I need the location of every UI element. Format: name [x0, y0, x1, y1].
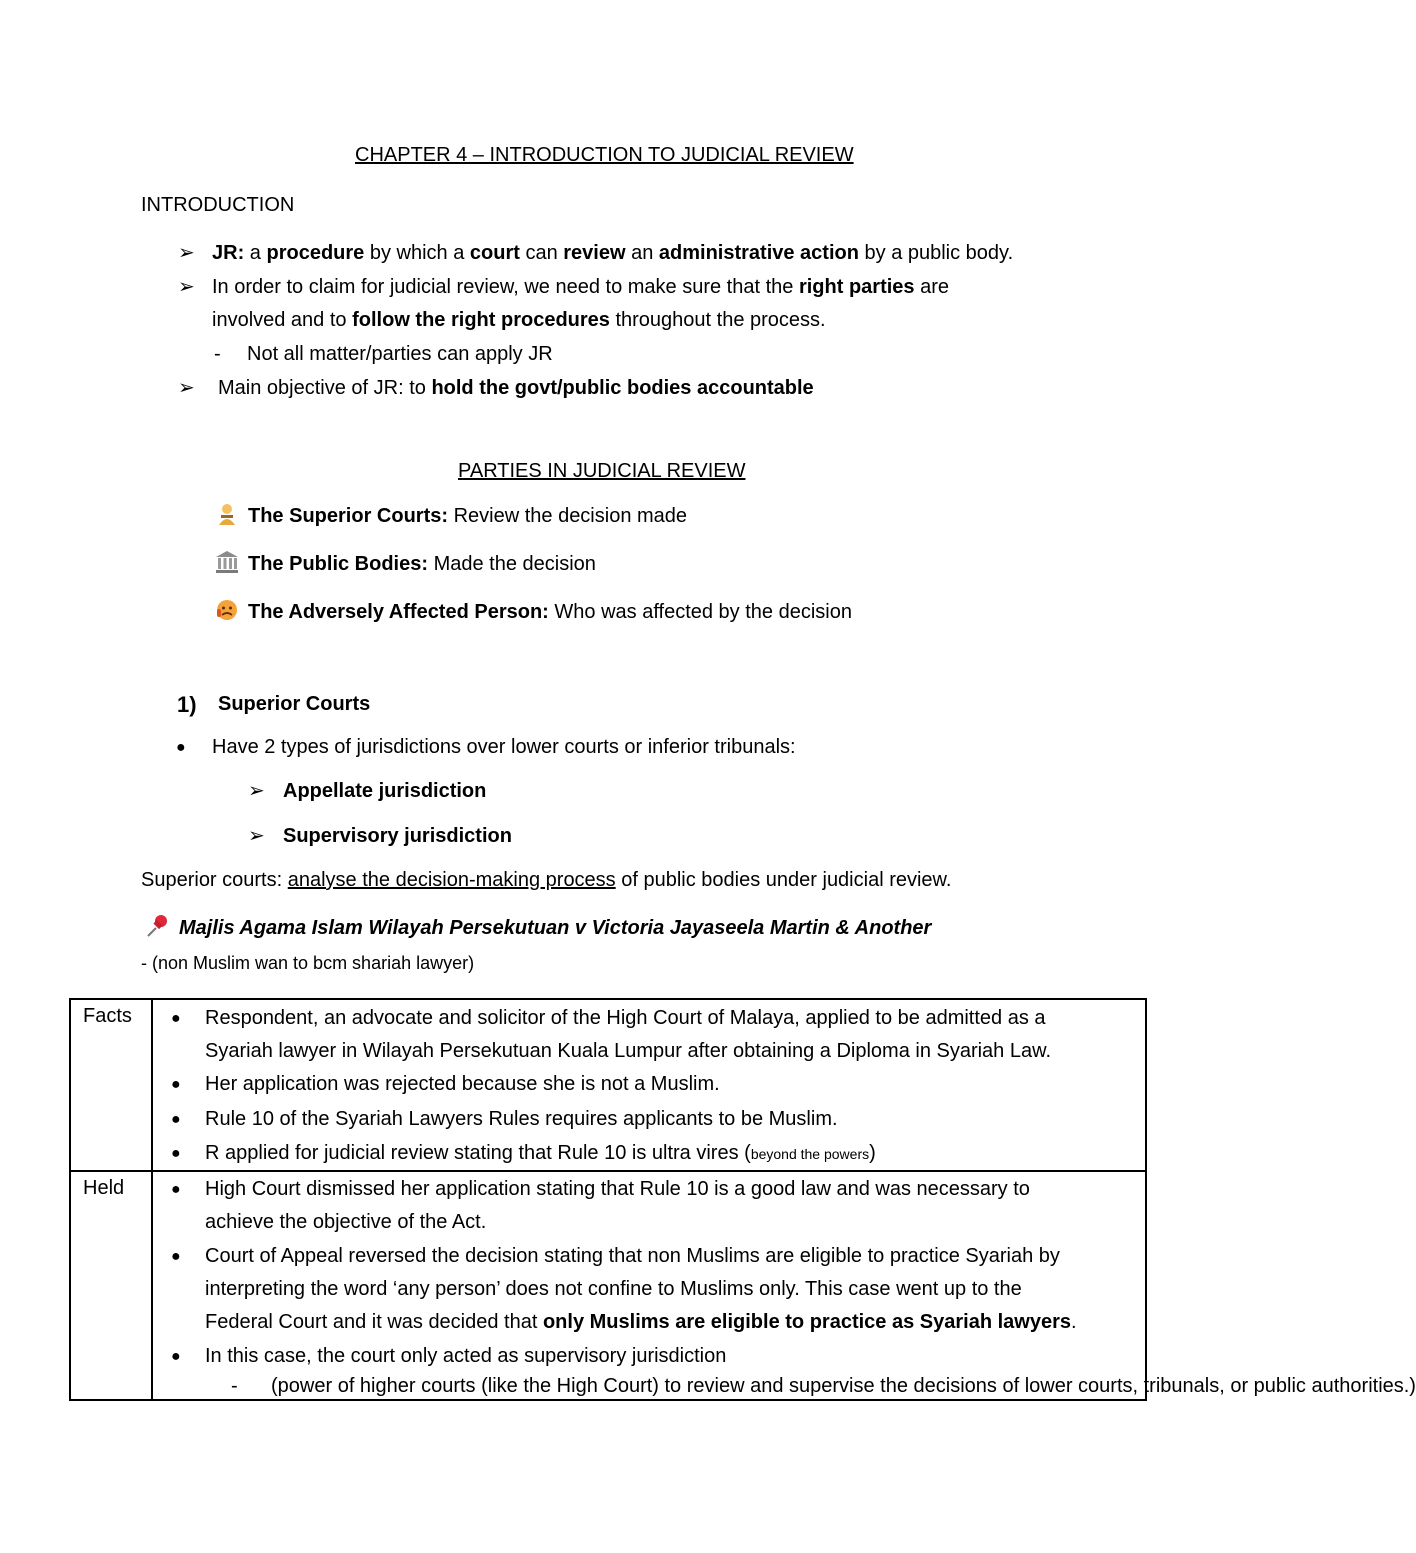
held-label: Held [83, 1177, 125, 1199]
government-building-icon [214, 549, 240, 575]
fact-2: Her application was rejected because she is not a Muslim. [205, 1073, 720, 1095]
case-note: - (non Muslim wan to bcm shariah lawyer) [141, 953, 475, 973]
held-2-line-1: Court of Appeal reversed the decision stating that non Muslims are eligible to practice Syariah by [205, 1245, 1060, 1267]
party-affected-person: The Adversely Affected Person: Who was affected by the decision [214, 596, 852, 629]
fact-1-line-1: Respondent, an advocate and solicitor of the High Court of Malaya, applied to be admitted as a [205, 1007, 1046, 1029]
party-public-bodies: The Public Bodies: Made the decision [214, 548, 596, 581]
judge-icon [214, 501, 240, 527]
intro-bullet-3: Main objective of JR: to hold the govt/public bodies accountable [218, 377, 814, 399]
pushpin-icon [145, 913, 171, 939]
arrow-bullet-icon: ➢ [178, 242, 195, 264]
intro-bullet-2: In order to claim for judicial review, we need to make sure that the right parties are [212, 276, 949, 298]
held-2-line-2: interpreting the word ‘any person’ does not confine to Muslims only. This case went up to the [205, 1278, 1022, 1300]
fact-3: Rule 10 of the Syariah Lawyers Rules requires applicants to be Muslim. [205, 1108, 838, 1130]
arrow-bullet-icon: ➢ [178, 276, 195, 298]
fact-1-line-2: Syariah lawyer in Wilayah Persekutuan Kuala Lumpur after obtaining a Diploma in Syariah Law. [205, 1040, 1052, 1062]
fact-4: R applied for judicial review stating that Rule 10 is ultra vires (beyond the powers) [205, 1142, 876, 1164]
held-1-line-1: High Court dismissed her application stating that Rule 10 is a good law and was necessary to [205, 1178, 1030, 1200]
held-2-line-3: Federal Court and it was decided that only Muslims are eligible to practice as Syariah lawyers. [205, 1311, 1077, 1333]
dot-bullet-icon: ● [171, 1145, 181, 1162]
page-title: CHAPTER 4 – INTRODUCTION TO JUDICIAL REVIEW [355, 144, 854, 166]
arrow-bullet-icon: ➢ [178, 377, 195, 399]
superior-courts-statement: Superior courts: analyse the decision-making process of public bodies under judicial review. [141, 869, 952, 891]
dot-bullet-icon: ● [176, 739, 186, 756]
facts-label: Facts [83, 1005, 132, 1027]
held-1-line-2: achieve the objective of the Act. [205, 1211, 487, 1233]
jurisdiction-bullet: Have 2 types of jurisdictions over lower courts or inferior tribunals: [212, 736, 796, 758]
arrow-bullet-icon: ➢ [248, 780, 265, 802]
arrow-bullet-icon: ➢ [248, 825, 265, 847]
intro-heading: INTRODUCTION [141, 194, 295, 216]
distressed-person-icon [214, 597, 240, 623]
dot-bullet-icon: ● [171, 1010, 181, 1027]
section-number: 1) [177, 692, 197, 717]
intro-bullet-1: JR: a procedure by which a court can review an administrative action by a public body. [212, 242, 1014, 264]
held-3-dash: - [231, 1375, 238, 1397]
party-superior-courts: The Superior Courts: Review the decision made [214, 500, 687, 533]
appellate-jurisdiction: Appellate jurisdiction [283, 780, 487, 802]
case-name: Majlis Agama Islam Wilayah Persekutuan v Victoria Jayaseela Martin & Another [145, 912, 931, 945]
intro-sub-bullet: Not all matter/parties can apply JR [247, 343, 553, 365]
held-3: In this case, the court only acted as supervisory jurisdiction [205, 1345, 727, 1367]
case-table [69, 998, 1416, 1401]
dot-bullet-icon: ● [171, 1076, 181, 1093]
parties-heading: PARTIES IN JUDICIAL REVIEW [458, 460, 746, 482]
dot-bullet-icon: ● [171, 1348, 181, 1365]
dot-bullet-icon: ● [171, 1181, 181, 1198]
table-column-divider [151, 1000, 153, 1399]
dot-bullet-icon: ● [171, 1248, 181, 1265]
dash-bullet: - [214, 343, 221, 365]
held-3-sub: (power of higher courts (like the High Court) to review and supervise the decisions of lower courts, tribunals, or public authorities.) [271, 1375, 1416, 1397]
supervisory-jurisdiction: Supervisory jurisdiction [283, 825, 512, 847]
dot-bullet-icon: ● [171, 1111, 181, 1128]
section-heading: Superior Courts [218, 693, 371, 715]
intro-bullet-2-line-2: involved and to follow the right procedures throughout the process. [212, 309, 826, 331]
